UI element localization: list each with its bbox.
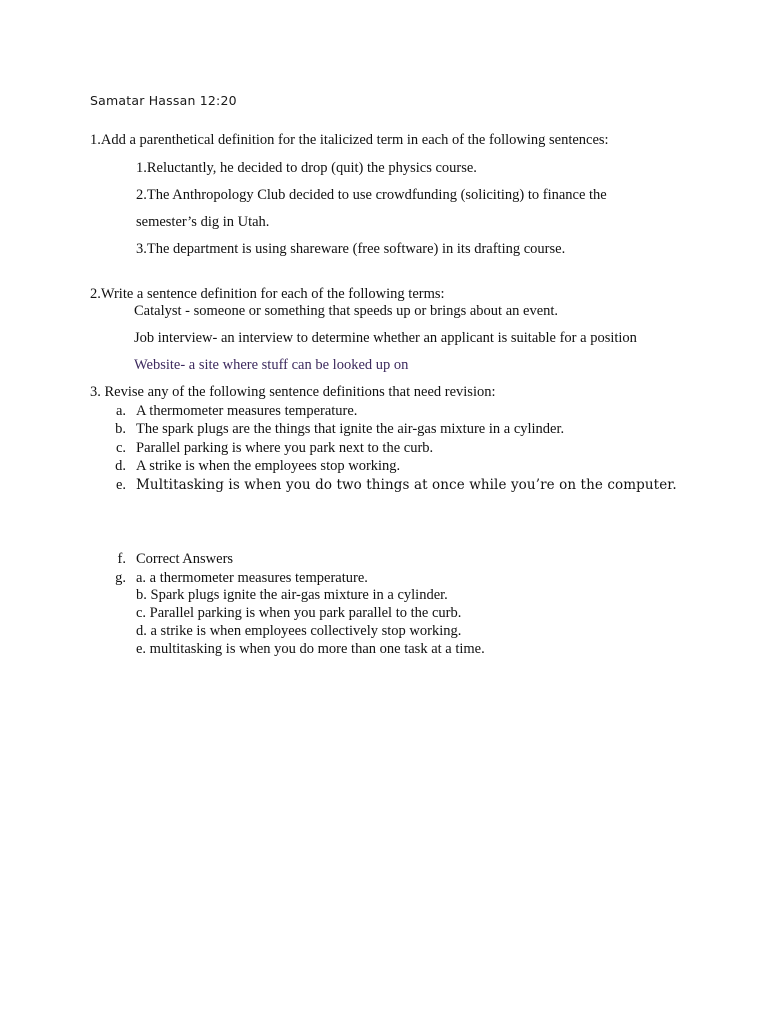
list-marker: e. [115, 477, 126, 493]
question-1-heading [90, 132, 609, 149]
question-1-number: 1. [90, 132, 101, 148]
correct-answer-d: d. a strike is when employees collectively stop working. [136, 623, 462, 639]
list-marker: b. [115, 421, 126, 437]
question-1-answer-2-continued: semester’s dig in Utah. [136, 214, 270, 230]
list-marker: a. [115, 403, 126, 419]
question-1-prompt: Add a parenthetical definition for the italicized term in each of the following sentences: [100, 132, 609, 148]
student-name-header: Samatar Hassan 12:20 [90, 93, 237, 108]
correct-answer-a: a. a thermometer measures temperature. [136, 570, 368, 586]
list-item-text: The spark plugs are the things that ignite the air-gas mixture in a cylinder. [136, 421, 565, 437]
list-marker: d. [115, 458, 126, 474]
question-1-answer-1: 1.Reluctantly, he decided to drop (quit) the physics course. [136, 160, 477, 176]
list-item-text: A thermometer measures temperature. [136, 403, 358, 419]
list-item-text: Multitasking is when you do two things at once while you’re on the computer. [136, 477, 677, 493]
question-1-answer-3: 3.The department is using shareware (free software) in its drafting course. [136, 241, 566, 257]
question-2-answer-catalyst: Catalyst - someone or something that speeds up or brings about an event. [134, 303, 559, 319]
question-1-answer-2: 2.The Anthropology Club decided to use crowdfunding (soliciting) to finance the [136, 187, 607, 203]
question-2-heading: 2.Write a sentence definition for each of the following terms: [90, 286, 445, 302]
list-item-text: A strike is when the employees stop working. [136, 458, 401, 474]
correct-answers-title: Correct Answers [136, 551, 234, 567]
list-marker: f. [117, 551, 126, 567]
question-2-answer-website: Website- a site where stuff can be looked up on [134, 357, 409, 373]
list-item-text: Parallel parking is where you park next to the curb. [136, 440, 434, 456]
correct-answer-c: c. Parallel parking is when you park parallel to the curb. [136, 605, 462, 621]
question-2-answer-job-interview: Job interview- an interview to determine whether an applicant is suitable for a position [134, 330, 637, 346]
correct-answer-b: b. Spark plugs ignite the air-gas mixture in a cylinder. [136, 587, 448, 603]
correct-answer-e: e. multitasking is when you do more than one task at a time. [136, 641, 485, 657]
list-marker: c. [115, 440, 126, 456]
question-3-heading: 3. Revise any of the following sentence definitions that need revision: [90, 384, 496, 400]
list-marker: g. [115, 570, 126, 586]
